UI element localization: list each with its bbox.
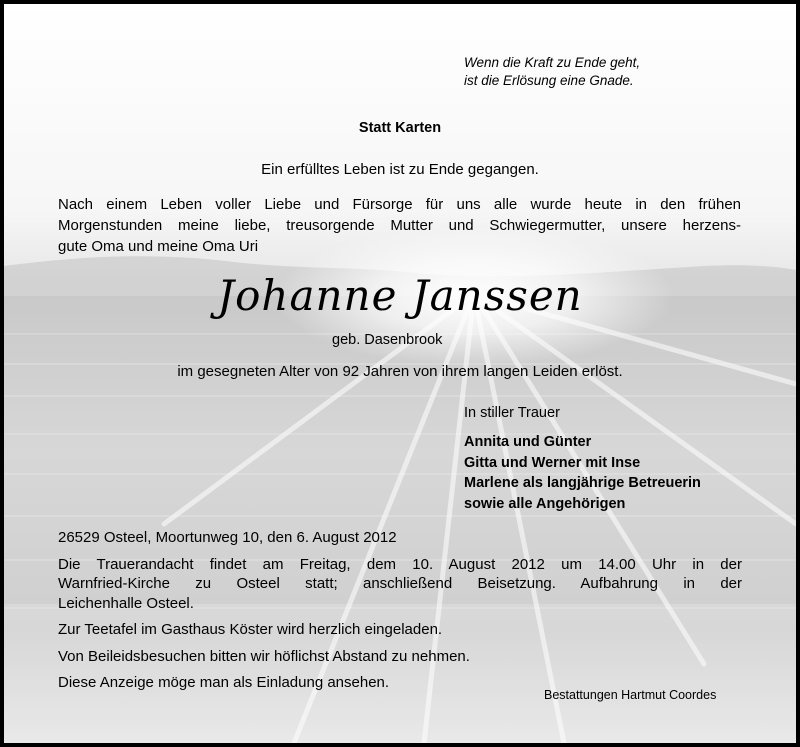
deceased-name: Johanne Janssen: [217, 271, 583, 320]
motto-quote: [464, 54, 640, 90]
mourners-list: [464, 432, 701, 514]
obituary-content: [4, 4, 796, 743]
mourner-name: Marlene als langjährige Betreuerin: [464, 475, 701, 491]
undertaker-credit: Bestattungen Hartmut Coordes: [544, 688, 717, 702]
tea-invitation: Zur Teetafel im Gasthaus Köster wird herzlich eingeladen.: [58, 621, 443, 638]
age-line: im gesegneten Alter von 92 Jahren von ihrem langen Leiden erlöst.: [177, 363, 623, 380]
details-section: [58, 528, 742, 693]
place-date: 26529 Osteel, Moortunweg 10, den 6. August 2012: [58, 529, 397, 546]
service-line: Die Trauerandacht findet am Freitag, dem 10. August 2012 um 14.00 Uhr in der: [58, 555, 742, 573]
intro-paragraph: [58, 194, 741, 257]
mourning-label: In stiller Trauer: [464, 405, 560, 421]
mourner-name: Annita und Günter: [464, 434, 592, 450]
motto-line: ist die Erlösung eine Gnade.: [464, 73, 634, 88]
intro-line: gute Oma und meine Oma Uri: [58, 238, 259, 255]
invitation-note: Diese Anzeige möge man als Einladung ansehen.: [58, 674, 390, 691]
service-line: Leichenhalle Osteel.: [58, 594, 194, 612]
subline: Ein erfülltes Leben ist zu Ende gegangen.: [261, 161, 539, 178]
condolence-note: Von Beileidsbesuchen bitten wir höflichst Abstand zu nehmen.: [58, 647, 470, 665]
intro-line: Nach einem Leben voller Liebe und Fürsorge für uns alle wurde heute in den frühen: [58, 196, 741, 213]
heading: Statt Karten: [358, 120, 442, 136]
service-line: Warnfried-Kirche zu Osteel statt; anschließend Beisetzung. Aufbahrung in der: [58, 575, 742, 592]
mourner-name: Gitta und Werner mit Inse: [464, 454, 641, 471]
birth-name: geb. Dasenbrook: [332, 332, 443, 348]
motto-line: Wenn die Kraft zu Ende geht,: [464, 55, 641, 70]
mourner-name: sowie alle Angehörigen: [464, 495, 626, 512]
intro-line: Morgenstunden meine liebe, treusorgende Mutter und Schwiegermutter, unsere herzens-: [58, 217, 741, 234]
